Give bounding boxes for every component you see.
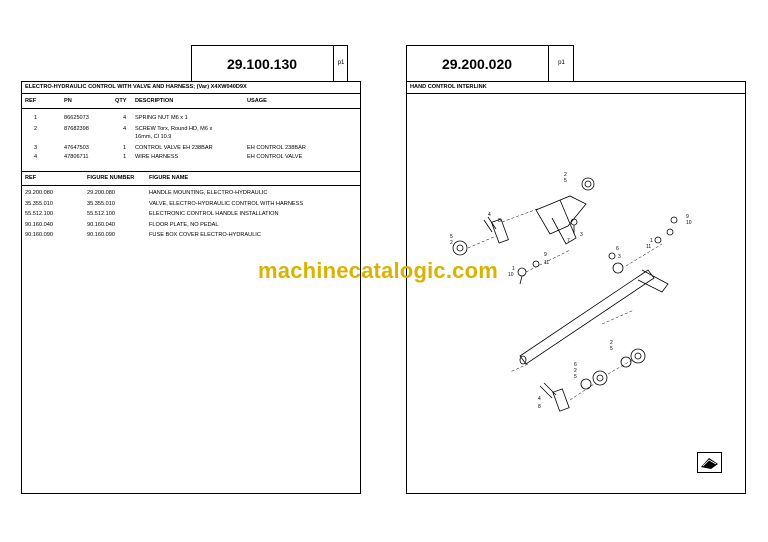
svg-text:9: 9 [686,214,689,220]
svg-text:3: 3 [580,232,583,238]
figure-number: 90.160.090 [87,232,115,238]
right-title: HAND CONTROL INTERLINK [410,84,487,90]
figure-name: ELECTRONIC CONTROL HANDLE INSTALLATION [149,211,279,217]
figure-number: 29.200.080 [87,190,115,196]
part-ref: 4 [34,154,38,160]
washer-part [453,241,467,255]
part-qty: 4 [123,115,127,121]
part-description: WIRE HARNESS [135,154,179,160]
book-icon [697,452,722,473]
svg-text:5: 5 [610,346,613,352]
part-description: SPRING NUT M6 x 1 [135,115,188,121]
figure-number: 35.355.010 [87,201,115,207]
svg-text:2: 2 [574,368,577,374]
part-ref: 2 [34,126,38,132]
svg-text:11: 11 [544,260,550,266]
figure-ref: 29.200.080 [25,190,53,196]
svg-text:6: 6 [616,246,619,252]
figure-name: VALVE, ELECTRO-HYDRAULIC CONTROL WITH HARNESS [149,201,304,207]
watermark-text: machinecatalogic.com [258,258,498,283]
svg-text:1: 1 [650,238,653,244]
part-qty: 1 [123,145,127,151]
svg-text:5: 5 [574,374,577,380]
part-ref: 1 [34,115,38,121]
col-qty: QTY [115,98,127,104]
exploded-parts-diagram [440,160,710,420]
part-number: 47647503 [64,145,89,151]
part-usage: EH CONTROL 238BAR [247,145,306,151]
col-description: DESCRIPTION [135,98,174,104]
svg-text:10: 10 [508,272,514,278]
part-number: 87682398 [64,126,89,132]
left-page-label: p1 [337,60,345,66]
svg-text:2: 2 [450,240,453,246]
nut-part [582,178,594,190]
svg-text:4: 4 [488,212,491,218]
left-content-panel [21,81,361,494]
svg-text:6: 6 [574,362,577,368]
figure-ref: 90.160.040 [25,222,53,228]
part-description-cont: 16mm, Cl 10.9 [135,134,172,140]
part-usage: EH CONTROL VALVE [247,154,303,160]
svg-text:10: 10 [686,220,692,226]
col-usage: USAGE [247,98,267,104]
svg-text:8: 8 [538,404,541,410]
right-page-label: p1 [558,60,565,66]
svg-text:11: 11 [646,244,652,250]
part-qty: 4 [123,126,127,132]
part-description: CONTROL VALVE EH 238BAR [135,145,213,151]
left-figure-number: 29.100.130 [226,56,298,72]
svg-text:7: 7 [567,238,570,244]
figure-name: HANDLE MOUNTING, ELECTRO-HYDRAULIC [149,190,268,196]
col-ref: REF [25,175,37,181]
figure-ref: 35.355.010 [25,201,53,207]
svg-text:3: 3 [618,254,621,260]
right-figure-number: 29.200.020 [441,56,513,72]
part-ref: 3 [34,145,38,151]
figure-ref: 55.512.100 [25,211,53,217]
figure-number: 55.512.100 [87,211,115,217]
part-number: 86625073 [64,115,89,121]
figure-ref: 90.160.090 [25,232,53,238]
svg-text:5: 5 [564,178,567,184]
svg-text:8: 8 [498,218,501,224]
col-figure-number: FIGURE NUMBER [87,175,135,181]
figure-name: FLOOR PLATE, NO PEDAL [149,222,219,228]
svg-text:1: 1 [512,266,515,272]
col-pn: PN [64,98,72,104]
col-figure-name: FIGURE NAME [149,175,189,181]
figure-name: FUSE BOX COVER ELECTRO-HYDRAULIC [149,232,261,238]
svg-text:2: 2 [564,172,567,178]
col-ref: REF [25,98,37,104]
svg-text:4: 4 [538,396,541,402]
svg-text:5: 5 [450,234,453,240]
left-title: ELECTRO-HYDRAULIC CONTROL WITH VALVE AND HARNESS; (Var) X4XW040D9X [25,84,247,90]
part-number: 47806711 [64,154,89,160]
figure-number: 90.160.040 [87,222,115,228]
svg-text:2: 2 [610,340,613,346]
lower-clevis-part [553,389,569,411]
part-description: SCREW Torx, Round HD, M6 x [135,126,213,132]
svg-text:9: 9 [544,252,547,258]
part-qty: 1 [123,154,127,160]
